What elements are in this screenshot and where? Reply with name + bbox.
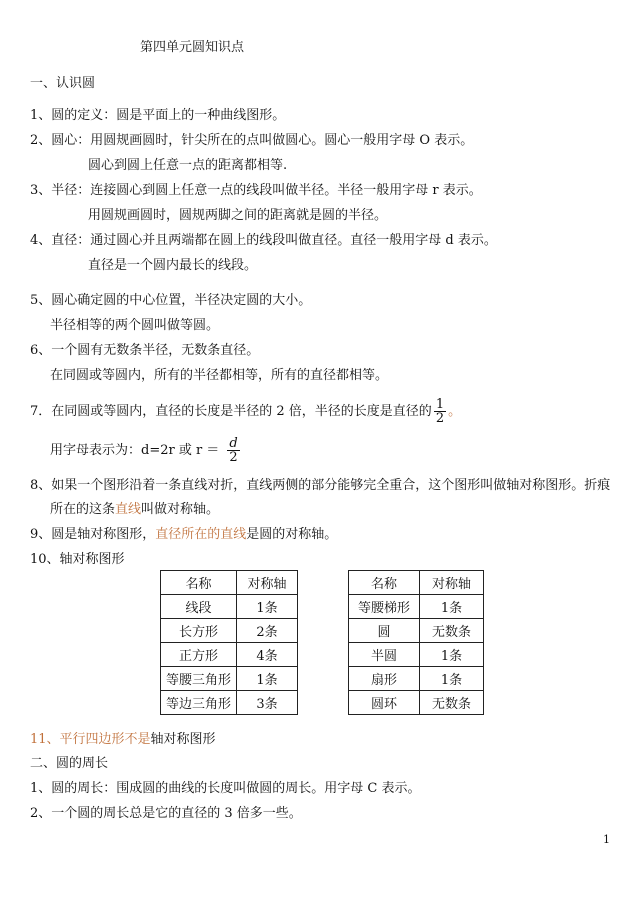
table-cell: 4条 xyxy=(237,643,298,667)
circumference-item-1: 1、圆的周长：围成圆的曲线的长度叫做圆的周长。用字母 C 表示。 xyxy=(30,781,421,796)
item-8-sub-post: 叫做对称轴。 xyxy=(141,502,220,517)
fraction-numerator: 1 xyxy=(435,397,445,412)
table-cell: 圆 xyxy=(349,619,420,643)
table-header-row xyxy=(349,571,484,595)
table-row xyxy=(161,595,298,619)
item-11-highlight: 11、平行四边形不是 xyxy=(30,732,151,747)
table-cell: 扇形 xyxy=(349,667,420,691)
item-10: 10、轴对称图形 xyxy=(30,552,125,567)
section-heading-1: 一、认识圆 xyxy=(30,76,96,91)
item-7 xyxy=(30,398,461,425)
item-6-sub: 在同圆或等圆内，所有的半径都相等，所有的直径都相等。 xyxy=(50,368,389,383)
table-header-cell: 对称轴 xyxy=(237,571,298,595)
item-3-sub: 用圆规画圆时，圆规两脚之间的距离就是圆的半径。 xyxy=(88,208,388,223)
table-cell: 1条 xyxy=(237,667,298,691)
fraction-d-over-2 xyxy=(227,437,239,464)
table-cell: 圆环 xyxy=(349,691,420,715)
table-row xyxy=(349,595,484,619)
table-cell: 无数条 xyxy=(420,691,484,715)
page-number: 1 xyxy=(603,833,610,846)
table-cell: 线段 xyxy=(161,595,237,619)
item-4-sub: 直径是一个圆内最长的线段。 xyxy=(88,258,258,273)
table-row xyxy=(349,667,484,691)
table-cell: 长方形 xyxy=(161,619,237,643)
table-cell: 1条 xyxy=(420,667,484,691)
item-8-sub xyxy=(50,502,219,518)
table-row xyxy=(161,619,298,643)
item-9-pre: 9、圆是轴对称图形， xyxy=(30,527,156,542)
item-11 xyxy=(30,732,216,748)
item-4: 4、直径：通过圆心并且两端都在圆上的线段叫做直径。直径一般用字母 d 表示。 xyxy=(30,233,497,248)
table-cell: 1条 xyxy=(420,643,484,667)
item-2-sub: 圆心到圆上任意一点的距离都相等. xyxy=(88,158,288,173)
item-8-sub-highlight: 直线 xyxy=(115,502,142,517)
symmetry-table-left xyxy=(160,570,298,715)
item-1: 1、圆的定义：圆是平面上的一种曲线图形。 xyxy=(30,108,286,123)
page-title: 第四单元圆知识点 xyxy=(140,40,245,55)
fraction-denominator: 2 xyxy=(435,411,445,426)
table-cell: 等腰三角形 xyxy=(161,667,237,691)
table-cell: 等边三角形 xyxy=(161,691,237,715)
table-row xyxy=(349,619,484,643)
item-9-post: 是圆的对称轴。 xyxy=(246,527,338,542)
item-2: 2、圆心：用圆规画圆时，针尖所在的点叫做圆心。圆心一般用字母 O 表示。 xyxy=(30,133,474,148)
item-8-sub-pre: 所在的这条 xyxy=(50,502,116,517)
table-cell: 半圆 xyxy=(349,643,420,667)
formula-text: 用字母表示为：d=2r 或 r ＝ xyxy=(50,443,220,458)
table-cell: 1条 xyxy=(237,595,298,619)
table-cell: 3条 xyxy=(237,691,298,715)
item-6: 6、一个圆有无数条半径，无数条直径。 xyxy=(30,343,260,358)
table-cell: 正方形 xyxy=(161,643,237,667)
table-row xyxy=(161,643,298,667)
item-5-sub: 半径相等的两个圆叫做等圆。 xyxy=(50,318,220,333)
fraction-denominator-2: 2 xyxy=(229,450,238,465)
item-5: 5、圆心确定圆的中心位置，半径决定圆的大小。 xyxy=(30,293,312,308)
symmetry-table-right xyxy=(348,570,484,715)
item-9-highlight: 直径所在的直线 xyxy=(155,527,247,542)
table-header-cell: 对称轴 xyxy=(420,571,484,595)
table-cell: 无数条 xyxy=(420,619,484,643)
item-9 xyxy=(30,527,337,543)
table-row xyxy=(349,643,484,667)
table-cell: 1条 xyxy=(420,595,484,619)
table-cell: 2条 xyxy=(237,619,298,643)
item-7-end: 。 xyxy=(448,404,462,419)
item-7-text: 7．在同圆或等圆内，直径的长度是半径的 2 倍，半径的长度是直径的 xyxy=(30,404,432,419)
table-header-cell: 名称 xyxy=(349,571,420,595)
item-8: 8、如果一个图形沿着一条直线对折，直线两侧的部分能够完全重合，这个图形叫做轴对称图形。折痕 xyxy=(30,478,611,493)
item-3: 3、半径：连接圆心到圆上任意一点的线段叫做半径。半径一般用字母 r 表示。 xyxy=(30,183,482,198)
fraction-numerator-d: d xyxy=(229,436,238,451)
table-header-cell: 名称 xyxy=(161,571,237,595)
table-row xyxy=(161,691,298,715)
table-cell: 等腰梯形 xyxy=(349,595,420,619)
item-7-formula xyxy=(50,437,242,465)
item-11-post: 轴对称图形 xyxy=(150,732,216,747)
table-row xyxy=(161,667,298,691)
section-heading-2: 二、圆的周长 xyxy=(30,756,109,771)
table-header-row xyxy=(161,571,298,595)
circumference-item-2: 2、一个圆的周长总是它的直径的 3 倍多一些。 xyxy=(30,806,302,821)
fraction-one-half xyxy=(434,398,446,425)
table-row xyxy=(349,691,484,715)
